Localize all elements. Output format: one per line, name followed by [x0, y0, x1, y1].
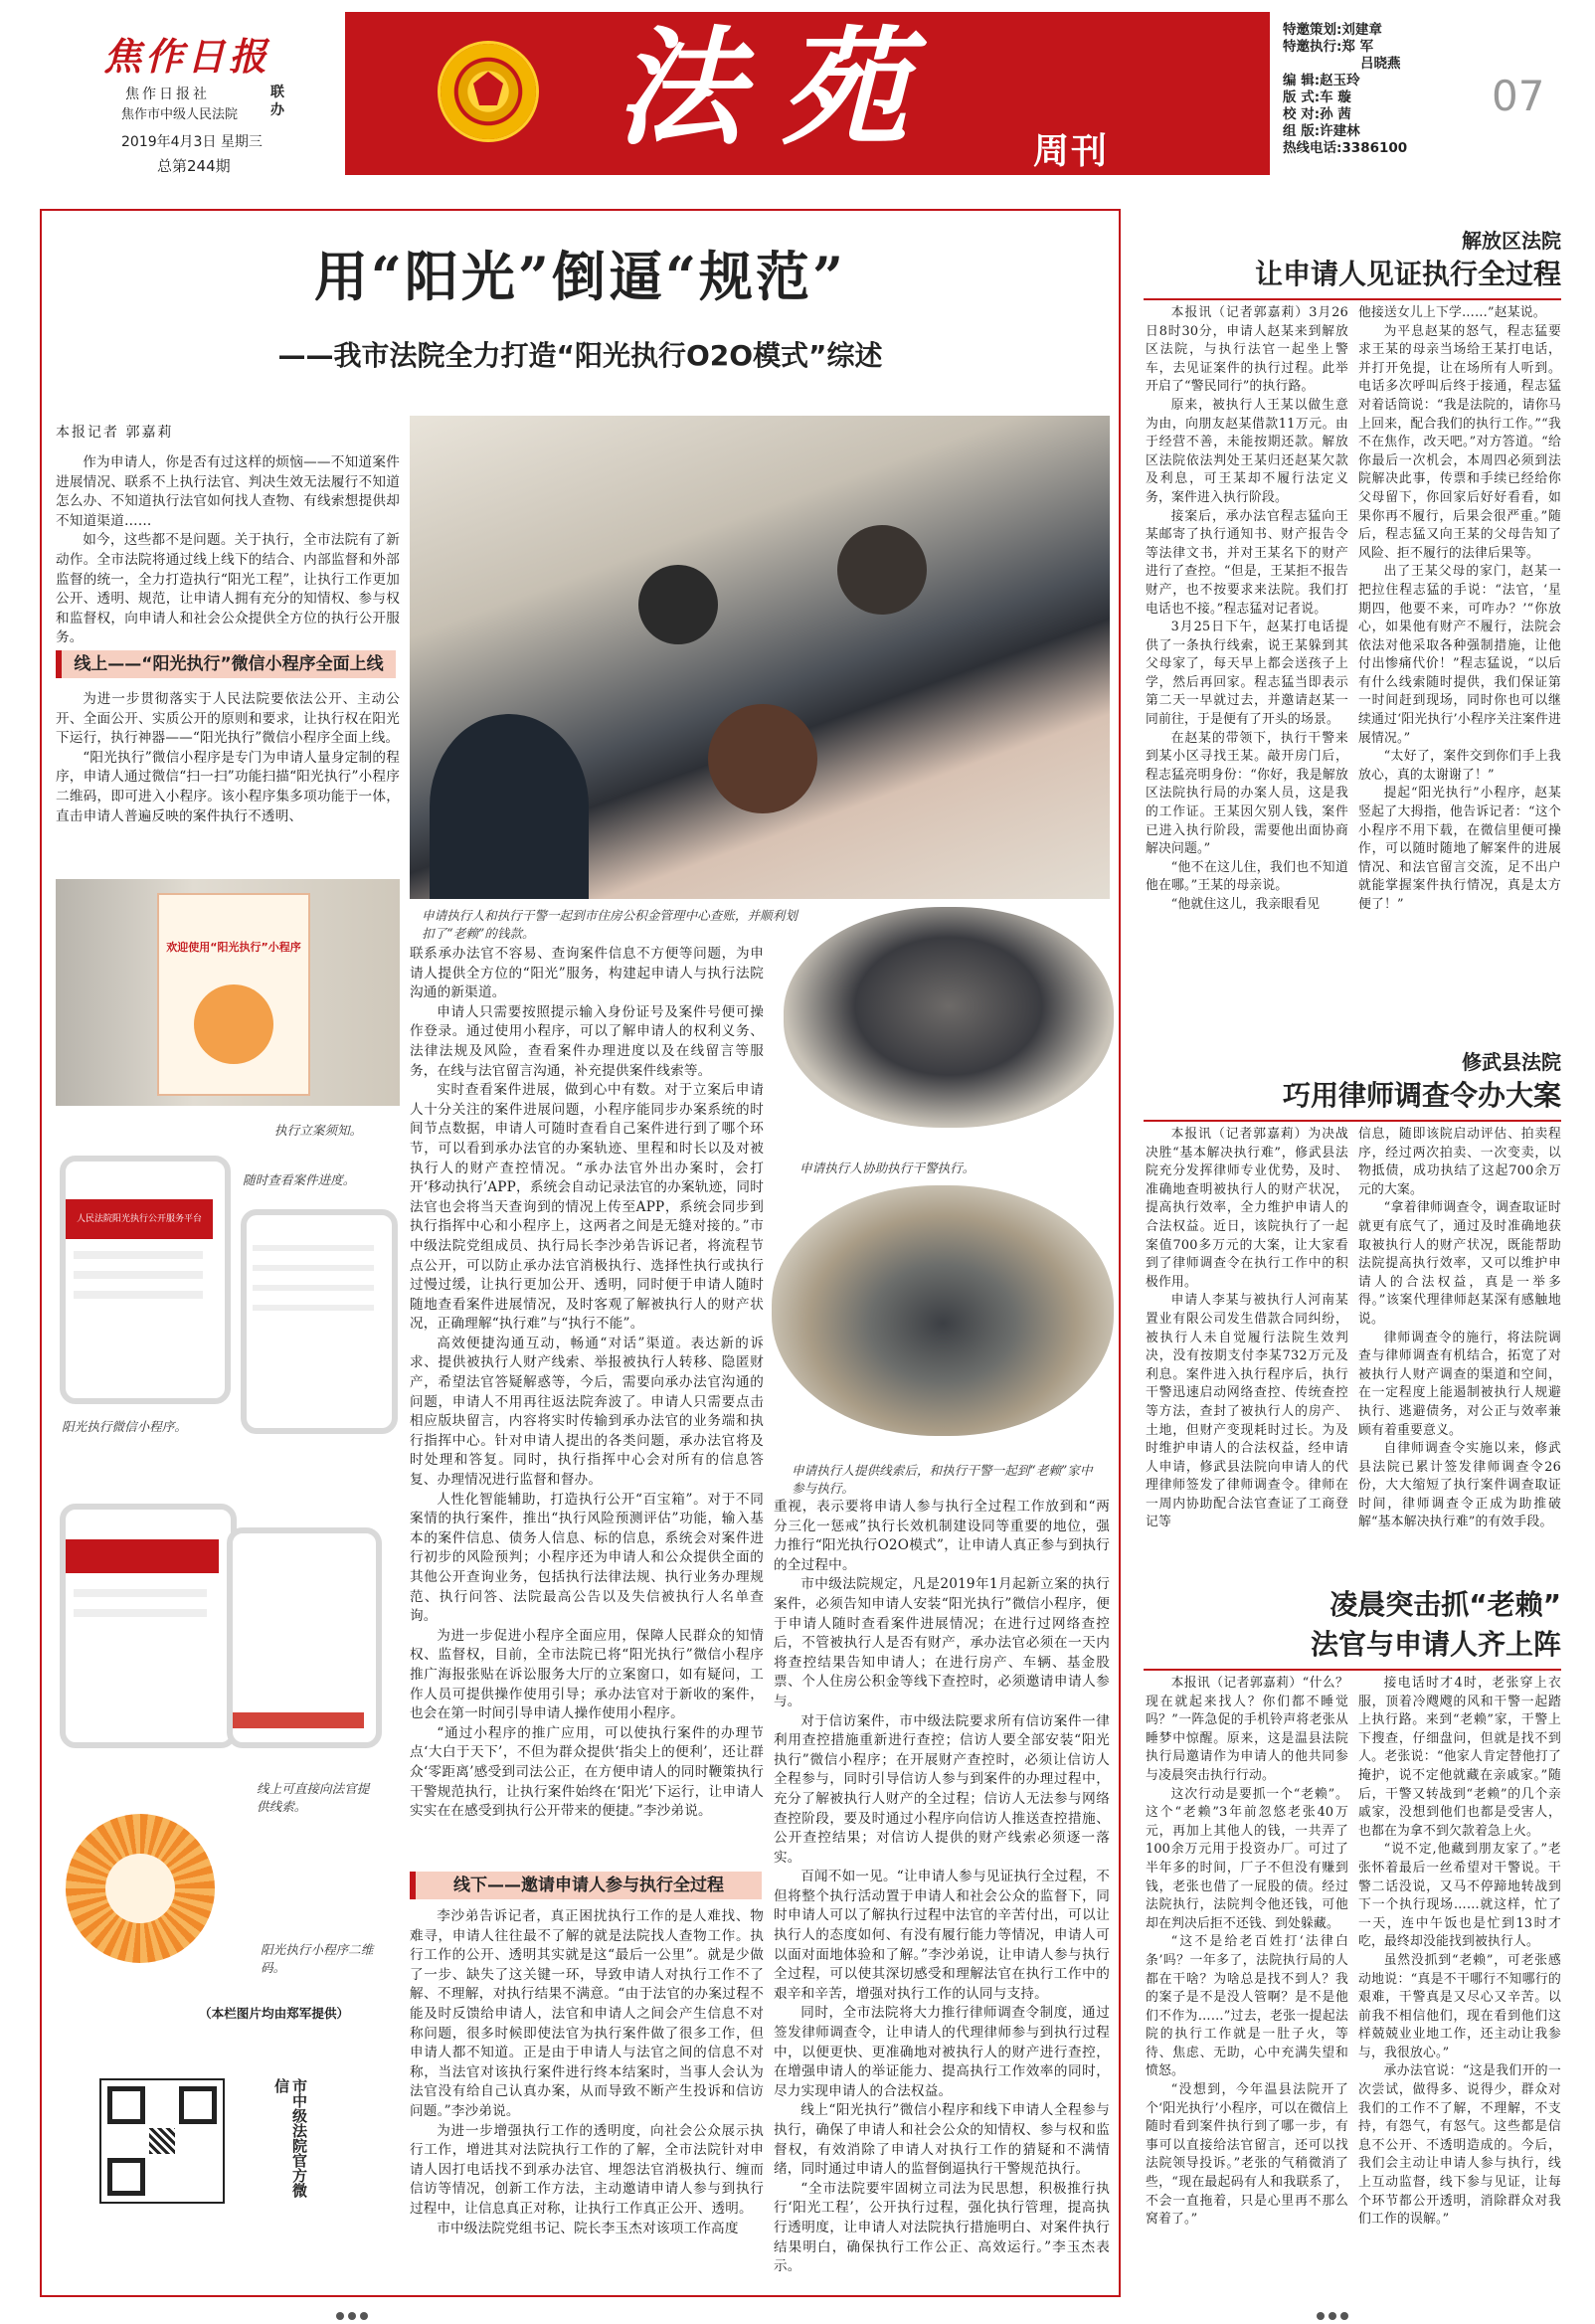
credit-row: 版 式:车 璇: [1283, 89, 1351, 105]
article3-title-2: 法官与申请人齐上阵: [1310, 1628, 1561, 1661]
paragraph: “这不是给老百姓打‘法律白条’吗？一年多了，法院执行局的人都在干啥？为啥总是找不到人？我的案子是不是没人管啊？是不是他们不作为……”过去，老张一提起法院的执行工作就是一肚子火，等待、焦虑、无助，心中充满失望和愤怒。: [1146, 1934, 1348, 2079]
paragraph: 他接送女儿上下学……”赵某说。: [1358, 305, 1546, 320]
publisher-line-2: 焦作市中级人民法院: [121, 107, 239, 122]
court-emblem-icon: [441, 44, 536, 139]
photo-3-caption: 申请执行人提供线索后，和执行干警一起到“老赖”家中参与执行。: [792, 1463, 1093, 1496]
paragraph: 这次行动是要抓一个“老赖”。这个“老赖”3年前忽悠老张40万元，再加上其他人的钱，一共弄了100余万元用于投资办厂。可过了半年多的时间，厂子不但没有赚到钱，老张也借了一屁股的债。经过法院执行，法院判令他还钱，可他却在判决后拒不还钱、到处躲藏。: [1146, 1786, 1348, 1931]
divider: [1144, 298, 1561, 300]
phone-screenshot-4: [227, 1527, 382, 1748]
article3-title-1: 凌晨突击抓“老赖”: [1329, 1588, 1561, 1621]
issue-date: 2019年4月3日 星期三: [121, 134, 263, 150]
joint-label: 联办: [270, 85, 284, 118]
article1-col-a: [1146, 304, 1348, 1030]
paragraph: 出了王某父母的家门，赵某一把拉住程志猛的手说：“法官，‘星期四，他要不来，可咋办？’“你放心，如果他有财产不履行，法院会依法对他采取各种强制措施，让他付出惨痛代价！”程志猛说，“以后有什么线索随时提供，我们保证第一时间赶到现场，同时你也可以继续通过‘阳光执行’小程序关注案件进展情况。”: [1358, 564, 1561, 746]
article2-col-b: [1358, 1126, 1561, 1535]
paragraph: “太好了，案件交到你们手上我放心，真的太谢谢了！”: [1358, 749, 1561, 783]
caption-qr-code: 阳光执行小程序二维码。: [261, 1942, 374, 1975]
section-subtitle: 周刊: [1033, 131, 1110, 172]
paragraph: 接案后，承办法官程志猛向王某邮寄了执行通知书、财产报告令等法律文书，并对王某名下的财产进行了查控。“但是，王某拒不报告财产，也不按要求来法院。我们打电话也不接。”程志猛对记者说。: [1146, 508, 1348, 617]
credit-row: 热线电话:3386100: [1283, 140, 1408, 156]
caption-filing-notice: 执行立案须知。: [274, 1123, 363, 1138]
lead-col3-body: [774, 1498, 1110, 2285]
paragraph: 高效便捷沟通互动，畅通“对话”渠道。表达新的诉求、提供被执行人财产线索、举报被执行人转移、隐匿财产，希望法官答疑解惑等，今后，需要向承办法官沟通的问题，申请人不用再往返法院奔波了。申请人只需要点击相应版块留言，内容将实时传输到承办法官的业务端和执行指挥中心。针对申请人提出的各类问题，承办法官将及时处理和答复。同时，执行指挥中心会对所有的信息答复、办理情况进行监督和督办。: [410, 1335, 764, 1489]
paragraph: 信息，随即该院启动评估、拍卖程序，经过两次拍卖、一次变卖，以物抵债，成功执结了这起700余万元的大案。: [1358, 1127, 1561, 1197]
paragraph: 虽然没抓到“老赖”，可老张感动地说：“真是不干哪行不知哪行的艰难，干警真是又尽心又辛苦。以前我不相信他们，现在看到他们这样兢兢业业地工作，还主动让我参与，我很放心。”: [1358, 1952, 1561, 2060]
paragraph: “拿着律师调查令，调查取证时就更有底气了，通过及时准确地获取被执行人的财产状况，既能帮助法院提高执行效率，又可以维护申请人的合法权益，真是一举多得。”该案代理律师赵某深有感触地说。: [1358, 1200, 1561, 1327]
paragraph: 提起“阳光执行”小程序，赵某竖起了大拇指，他告诉记者：“这个小程序不用下载，在微信里便可操作，可以随时随地了解案件的进展情况、和法官留言交流，足不出户就能掌握案件执行情况，真是太方便了！”: [1358, 786, 1561, 912]
caption-online-clues: 线上可直接向法官提供线索。: [257, 1781, 370, 1814]
mini-program-qr-icon: [66, 1814, 215, 1963]
article1-title: 让申请人见证执行全过程: [1254, 258, 1561, 290]
paragraph: “通过小程序的推广应用，可以使执行案件的办理节点‘大白于天下’，不但为群众提供‘指尖上的便利’，还让群众‘零距离’感受到司法公正，在方便申请人的同时鞭策执行干警规范执行，让执行案件始终在‘阳光’下运行，让申请人实实在在感受到执行公开带来的便捷。”李沙弟说。: [410, 1724, 764, 1820]
article2-source: 修武县法院: [1462, 1050, 1561, 1074]
article2-title: 巧用律师调查令办大案: [1282, 1079, 1561, 1112]
lead-byline: 本报记者 郭嘉莉: [56, 425, 174, 441]
photo-main-caption: 申请执行人和执行干警一起到市住房公积金管理中心查账，并顺利划扣了“老赖”的钱款。: [422, 908, 798, 941]
issue-number: 总第244期: [157, 157, 231, 175]
photo-3: [772, 1185, 1114, 1436]
paragraph: 线上“阳光执行”微信小程序和线下申请人全程参与执行，确保了申请人和社会公众的知情权、参与权和监督权，有效消除了申请人对执行工作的猜疑和不满情绪，同时通过申请人的监督倒逼执行干警规范执行。: [774, 2102, 1110, 2178]
credit-row: 吕晓燕: [1360, 56, 1401, 72]
paragraph: “说不定,他藏到朋友家了。”老张怀着最后一丝希望对干警说。干警二话没说，又马不停蹄地转战到下一个执行现场……就这样，忙了一天，连中午饭也是忙到13时才吃，最终却没能找到被执行人。: [1358, 1842, 1561, 1950]
credits: [1283, 22, 1462, 157]
paragraph: 市中级法院党组书记、院长李玉杰对该项工作高度: [437, 2220, 739, 2236]
section-banner-online: 线上——“阳光执行”微信小程序全面上线: [56, 650, 396, 678]
photo-main: [410, 416, 1110, 899]
poster-title: 欢迎使用“阳光执行”小程序: [166, 941, 301, 954]
credit-row: 校 对:孙 茜: [1283, 106, 1351, 122]
masthead: [0, 0, 1595, 189]
paragraph: “全市法院要牢固树立司法为民思想，积极推行执行‘阳光工程’，公开执行过程，强化执行管理，提高执行透明度，让申请人对法院执行措施明白、对案件执行结果明白，确保执行工作公正、高效运行。”李玉杰表示。: [774, 2180, 1110, 2275]
phone-screenshot-1: [60, 1156, 231, 1404]
article2-col-a: [1146, 1126, 1348, 1535]
section-title: 法苑: [616, 14, 947, 163]
poster-photo: [56, 879, 400, 1106]
paragraph: 接电话时才4时，老张穿上衣服，顶着冷飕飕的风和干警一起踏上执行路。来到“老赖”家，干警上下搜查，仔细盘问，但就是找不到人。老张说：“他家人肯定替他打了掩护，说不定他就藏在亲戚家。”随后，干警又转战到“老赖”的几个亲戚家，没想到他们也都是受害人，也都在为拿不到欠款着急上火。: [1358, 1676, 1561, 1839]
paragraph: “他就住这儿，我亲眼看见: [1170, 897, 1321, 912]
paragraph: 3月25日下午，赵某打电话提供了一条执行线索，说王某躲到其父母家了，每天早上都会送孩子上学，然后再回家。程志猛当即表示第二天一早就过去，并邀请赵某一同前往，于是便有了开头的场景。: [1146, 620, 1348, 728]
paragraph: 为进一步贯彻落实于人民法院要依法公开、主动公开、全面公开、实质公开的原则和要求，让执行权在阳光下运行，执行神器——“阳光执行”微信小程序全面上线。: [56, 691, 400, 747]
paragraph: 自律师调查令实施以来，修武县法院已累计签发律师调查令26份，大大缩短了执行案件调查取证时间，律师调查令正成为助推破解“基本解决执行难”的有效手段。: [1358, 1441, 1561, 1530]
paragraph: 重视，表示要将申请人参与执行全过程工作放到和“两分三化一惩戒”执行长效机制建设同等重要的地位，强力推行“阳光执行O2O模式”，让申请人真正参与到执行的全过程中。: [774, 1499, 1110, 1573]
lead-col1-intro: [56, 453, 400, 646]
bottom-dots-right: [1317, 2305, 1356, 2315]
credit-row: 组 版:许建林: [1283, 123, 1360, 139]
photo-2-caption: 申请执行人协助执行干警执行。: [799, 1161, 975, 1175]
credit-row: 编 辑:赵玉玲: [1283, 73, 1360, 89]
newspaper-logo: 焦作日报: [103, 34, 271, 79]
paragraph: 律师调查令的施行，将法院调查与律师调查有机结合，拓宽了对被执行人财产调查的渠道和空间，在一定程度上能遏制被执行人规避执行、逃避债务，对公正与效率兼顾有着重要意义。: [1358, 1330, 1561, 1438]
paragraph: 在赵某的带领下，执行干警来到某小区寻找王某。敲开房门后，程志猛亮明身份：“你好，我是解放区法院执行局的办案人员，这是我的工作证。王某因欠别人钱，案件已进入执行阶段，需要他出面协商解决问题。”: [1146, 730, 1348, 857]
lead-col2-body: [410, 945, 764, 1858]
lead-headline: 用“阳光”倒逼“规范”: [313, 245, 847, 308]
paragraph: 市中级法院规定，凡是2019年1月起新立案的执行案件，必须告知申请人安装“阳光执行”微信小程序，便于申请人随时查看案件进展情况；在进行过网络查控后，不管被执行人是否有财产，承办法官必须在一天内将查控结果告知申请人；在进行房产、车辆、基金股票、个人住房公积金等线下查控时，必须邀请申请人参与。: [774, 1576, 1110, 1709]
article1-source: 解放区法院: [1462, 229, 1561, 253]
title-banner: [345, 12, 1270, 175]
photo-credit: （本栏图片均由郑军提供）: [199, 2006, 350, 2021]
paragraph: “没想到，今年温县法院开了个‘阳光执行’小程序，可以在微信上随时看到案件执行到了哪一步，有事可以直接给法官留言，还可以找法院领导投诉。”老张的气稍微消了些，“现在最起码有人和我联系了，不会一直拖着，只是心里再不那么窝着了。”: [1146, 2082, 1348, 2228]
paragraph: 为进一步促进小程序全面应用，保障人民群众的知情权、监督权，目前，全市法院已将“阳光执行”微信小程序推广海报张贴在诉讼服务大厅的立案窗口，如有疑问，工作人员可提供操作使用引导；承办法官对于新收的案件，也会在第一时间引导申请人操作使用小程序。: [410, 1627, 764, 1722]
paragraph: 本报讯（记者郭嘉莉）“什么？现在就起来找人？你们都不睡觉吗？”一阵急促的手机铃声将老张从睡梦中惊醒。原来，这是温县法院执行局邀请作为申请人的他共同参与凌晨突击执行行动。: [1146, 1676, 1348, 1783]
paragraph: 作为申请人，你是否有过这样的烦恼——不知道案件进展情况、联系不上执行法官、判决生效无法履行不知道怎么办、不知道执行法官如何找人查物、有线索想提供却不知道渠道……: [56, 454, 400, 529]
credit-row: 特邀执行:郑 军: [1283, 39, 1374, 55]
photo-2: [784, 907, 1114, 1128]
caption-mini-program: 阳光执行微信小程序。: [62, 1419, 187, 1434]
bottom-dots-left: [336, 2305, 376, 2315]
paragraph: 联系承办法官不容易、查询案件信息不方便等问题，为申请人提供全方位的“阳光”服务，构建起申请人与执行法院沟通的新渠道。: [410, 946, 764, 1001]
official-wechat-qr-icon: [99, 2078, 225, 2204]
page-number: 07: [1492, 72, 1545, 120]
paragraph: 申请人李某与被执行人河南某置业有限公司发生借款合同纠纷，被执行人未自觉履行法院生效判决，没有按期支付李某732万元及利息。案件进入执行程序后，执行干警迅速启动网络查控、传统查控等方法，查封了被执行人的房产、土地，但财产变现耗时过长。为及时维护申请人的合法权益，经申请人申请，修武县法院向申请人的代理律师签发了律师调查令。律师在一周内协助配合法官查证了工商登记等: [1146, 1293, 1348, 1530]
paragraph: 申请人只需要按照提示输入身份证号及案件号便可操作登录。通过使用小程序，可以了解申请人的权利义务、法律法规及风险，查看案件办理进度以及在线留言等服务，在线与法官留言沟通，补充提供案件线索等。: [410, 1003, 764, 1079]
paragraph: 实时查看案件进展，做到心中有数。对于立案后申请人十分关注的案件进展问题，小程序能同步办案系统的时间节点数据，申请人可随时查看自己案件进行到了哪个环节，可以看到承办法官的办案轨迹、里程和时长以及对被执行人的财产查控情况。“承办法官外出办案时，会打开‘移动执行’APP，系统会自动记录法官的办案轨迹，同时法官也会将当天查询到的情况上传至APP，系统会同步到执行指挥中心和小程序上，这两者之间是无缝对接的。”市中级法院党组成员、执行局长李沙弟告诉记者，将流程节点公开，可以防止承办法官消极执行、选择性执行或执行过慢过缓，让执行更加公开、透明，同时便于申请人随时随地查看案件进展情况，及时客观了解被执行人的财产状况，正确理解“执行难”与“执行不能”。: [410, 1082, 764, 1333]
paragraph: 承办法官说：“这是我们开的一次尝试，做得多、说得少，群众对我们的工作不了解，不理解，不支持，有怨气，有怒气。这些都是信息不公开、不透明造成的。今后，我们会主动让申请人参与执行，线上互动监督，线下参与见证，让每个环节都公开透明，消除群众对我们工作的误解。”: [1358, 2063, 1561, 2228]
article1-col-b: [1358, 304, 1561, 1030]
paragraph: 为进一步增强执行工作的透明度，向社会公众展示执行工作，增进其对法院执行工作的了解，全市法院针对申请人因打电话找不到承办法官、埋怨法官消极执行、缠而信访等情况，创新工作方法，主动邀请申请人参与到执行过程中，让信息真正对称，让执行工作真正公开、透明。: [410, 2122, 764, 2217]
paragraph: 本报讯（记者郭嘉莉）为决战决胜“基本解决执行难”，修武县法院充分发挥律师专业优势，及时、准确地查明被执行人的财产状况，提高执行效率，全力维护申请人的合法权益。近日，该院执行了一起案值700多万元的大案，让大家看到了律师调查令在执行工作中的积极作用。: [1146, 1127, 1348, 1290]
lead-col2-body-b: [410, 1907, 764, 2285]
article3-col-a: [1146, 1675, 1348, 2285]
phone-screenshot-3: [60, 1504, 237, 1748]
divider: [1144, 1669, 1561, 1671]
section-banner-offline: 线下——邀请申请人参与执行全过程: [410, 1872, 762, 1899]
paragraph: 人性化智能辅助，打造执行公开“百宝箱”。对于不同案情的执行案件，推出“执行风险预测评估”功能，输入基本的案件信息、债务人信息、标的信息，系统会对案件进行初步的风险预判；小程序还为申请人和公众提供全面的其他公开查询业务，包括执行法律法规、执行业务办理规范、执行问答、法院最高公告以及失信被执行人名单查询。: [410, 1491, 764, 1625]
credit-row: 特邀策划:刘建章: [1283, 22, 1382, 38]
lead-subhead: ——我市法院全力打造“阳光执行O2O模式”综述: [277, 339, 883, 372]
caption-case-progress: 随时查看案件进度。: [243, 1172, 356, 1187]
phone-banner: 人民法院阳光执行公开服务平台: [66, 1199, 213, 1239]
paragraph: 对于信访案件，市中级法院要求所有信访案件一律利用查控措施重新进行查控；信访人要全部安装“阳光执行”微信小程序；在开展财产查控时，必须让信访人全程参与，同时引导信访人参与到案件的办理过程中，充分了解被执行人财产的全过程；信访人无法参与网络查控阶段，要及时通过小程序向信访人推送查控措施、公开查控结果；对信访人提供的财产线索必须逐一落实。: [774, 1712, 1110, 1866]
paragraph: 百闻不如一见。“让申请人参与见证执行全过程，不但将整个执行活动置于申请人和社会公众的监督下，同时申请人可以了解执行过程中法官的辛苦付出，可以让执行人的态度如何、有没有履行能力等情况，申请人可以面对面地体验和了解。”李沙弟说，让申请人参与执行全过程，可以使其深切感受和理解法官在执行工作中的艰辛和辛苦，增强对执行工作的认同与支持。: [774, 1869, 1110, 2002]
divider: [1144, 1120, 1561, 1122]
lead-col1-body: [56, 690, 400, 855]
paragraph: 原来，被执行人王某以做生意为由，向朋友赵某借款11万元。由于经营不善，未能按期还款。解放区法院依法判处王某归还赵某欠款及利息，可王某却不履行法定义务，案件进入执行阶段。: [1146, 397, 1348, 505]
paragraph: 本报讯（记者郭嘉莉）3月26日8时30分，申请人赵某来到解放区法院，与执行法官一起坐上警车，去见证案件的执行过程。此举开启了“警民同行”的执行路。: [1146, 305, 1348, 395]
paragraph: 李沙弟告诉记者，真正困扰执行工作的是人难找、物难寻，申请人往往最不了解的就是法院找人查物工作。执行工作的公开、透明其实就是这“最后一公里”。就是少做了一步、缺失了这关键一环，导致申请人对执行工作不了解、不理解，对执行结果不满意。“由于法官的办案过程不能及时反馈给申请人，法官和申请人之间会产生信息不对称问题，很多时候即使法官为执行案件做了很多工作，但申请人都不知道。正是由于申请人与法官之间的信息不对称，当法官对该执行案件进行终本结案时，当事人会认为法官没有给自己认真办案，从而导致不断产生投诉和信访问题。”李沙弟说。: [410, 1908, 764, 2119]
paragraph: 同时，全市法院将大力推行律师调查令制度，通过签发律师调查令，让申请人的代理律师参与到执行过程中，以便更快、更准确地对被执行人的财产进行查控，在增强申请人的举证能力、提高执行工作效率的同时，尽力实现申请人的合法权益。: [774, 2005, 1110, 2099]
phone-screenshot-2: [241, 1209, 398, 1434]
publisher-line-1: 焦作日报社: [125, 87, 210, 102]
article3-col-b: [1358, 1675, 1561, 2285]
paragraph: “他不在这儿住，我们也不知道他在哪。”王某的母亲说。: [1146, 859, 1348, 894]
paragraph: 如今，这些都不是问题。关于执行，全市法院有了新动作。全市法院将通过线上线下的结合、内部监督和外部监督的统一，全力打造执行“阳光工程”，让执行工作更加公开、透明、规范，让申请人拥有充分的知情权、参与权和监督权，向申请人和社会公众提供全方位的执行公开服务。: [56, 532, 400, 646]
paragraph: 为平息赵某的怒气，程志猛要求王某的母亲当场给王某打电话，并打开免提，让在场所有人听到。电话多次呼叫后终于接通，程志猛对着话筒说：“我是法院的，请你马上回来，配合我们的执行工作。”“我不在焦作，改天吧。”对方答道。“给你最后一次机会，本周四必须到法院解决此事，传票和手续已经给你父母留下，你回家后好好看看，如果你再不履行，后果会很严重。”随后，程志猛又向王某的父母告知了风险、拒不履行的法律后果等。: [1358, 323, 1561, 561]
qr-label: 市中级法院官方微信: [272, 2078, 308, 2198]
paragraph: “阳光执行”微信小程序是专门为申请人量身定制的程序，申请人通过微信“扫一扫”功能扫描“阳光执行”小程序二维码，即可进入小程序。该小程序集多项功能于一体，直击申请人普遍反映的案件执行不透明、: [56, 749, 400, 824]
